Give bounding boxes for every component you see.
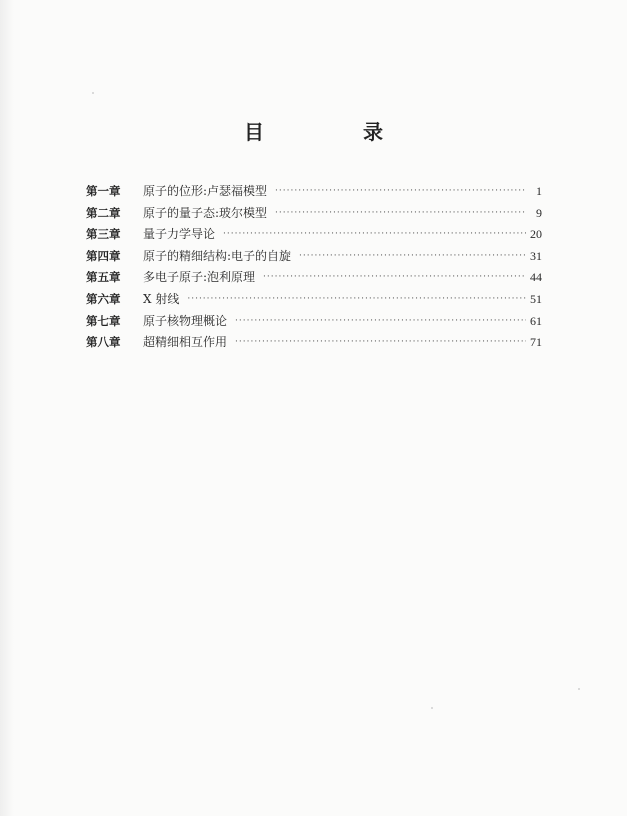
page-number: 20 (530, 227, 542, 242)
toc-entry[interactable] (86, 311, 542, 333)
chapter-title: 多电子原子:泡利原理 (143, 270, 256, 285)
chapter-title: 量子力学导论 (143, 227, 216, 242)
chapter-number: 第三章 (86, 227, 121, 242)
dot-leader (263, 267, 526, 289)
dot-leader (187, 289, 526, 311)
dot-leader (299, 246, 526, 268)
page-number: 9 (536, 205, 542, 220)
table-of-contents (86, 181, 542, 354)
scan-speck (92, 92, 94, 94)
chapter-number: 第四章 (86, 248, 121, 263)
page-number: 51 (530, 291, 542, 306)
chapter-number: 第六章 (86, 291, 121, 306)
toc-entry[interactable] (86, 332, 542, 354)
chapter-title: 超精细相互作用 (143, 335, 228, 350)
toc-entry[interactable] (86, 203, 542, 225)
dot-leader (235, 311, 526, 333)
page-number: 1 (536, 184, 542, 198)
toc-entry[interactable] (86, 289, 542, 311)
dot-leader (275, 203, 526, 225)
chapter-number: 第七章 (86, 313, 121, 328)
dot-leader (223, 224, 526, 246)
dot-leader (275, 181, 526, 203)
chapter-title: 原子的位形:卢瑟福模型 (143, 184, 268, 198)
chapter-title: 原子的量子态:玻尔模型 (143, 205, 268, 220)
toc-entry[interactable] (86, 181, 542, 203)
chapter-number: 第一章 (86, 184, 121, 198)
page-number: 31 (530, 248, 542, 263)
scan-speck (578, 688, 580, 690)
chapter-title: X 射线 (143, 291, 180, 306)
toc-entry[interactable] (86, 246, 542, 268)
toc-entry[interactable] (86, 224, 542, 246)
toc-title: 目 录 (244, 120, 429, 144)
chapter-number: 第二章 (86, 205, 121, 220)
chapter-number: 第八章 (86, 335, 121, 350)
scan-speck (431, 707, 433, 709)
page-number: 61 (530, 313, 542, 328)
page-number: 44 (530, 270, 542, 285)
chapter-title: 原子的精细结构:电子的自旋 (143, 248, 292, 263)
chapter-title: 原子核物理概论 (143, 313, 228, 328)
page-number: 71 (530, 335, 542, 350)
chapter-number: 第五章 (86, 270, 121, 285)
toc-entry[interactable] (86, 267, 542, 289)
dot-leader (235, 332, 526, 354)
